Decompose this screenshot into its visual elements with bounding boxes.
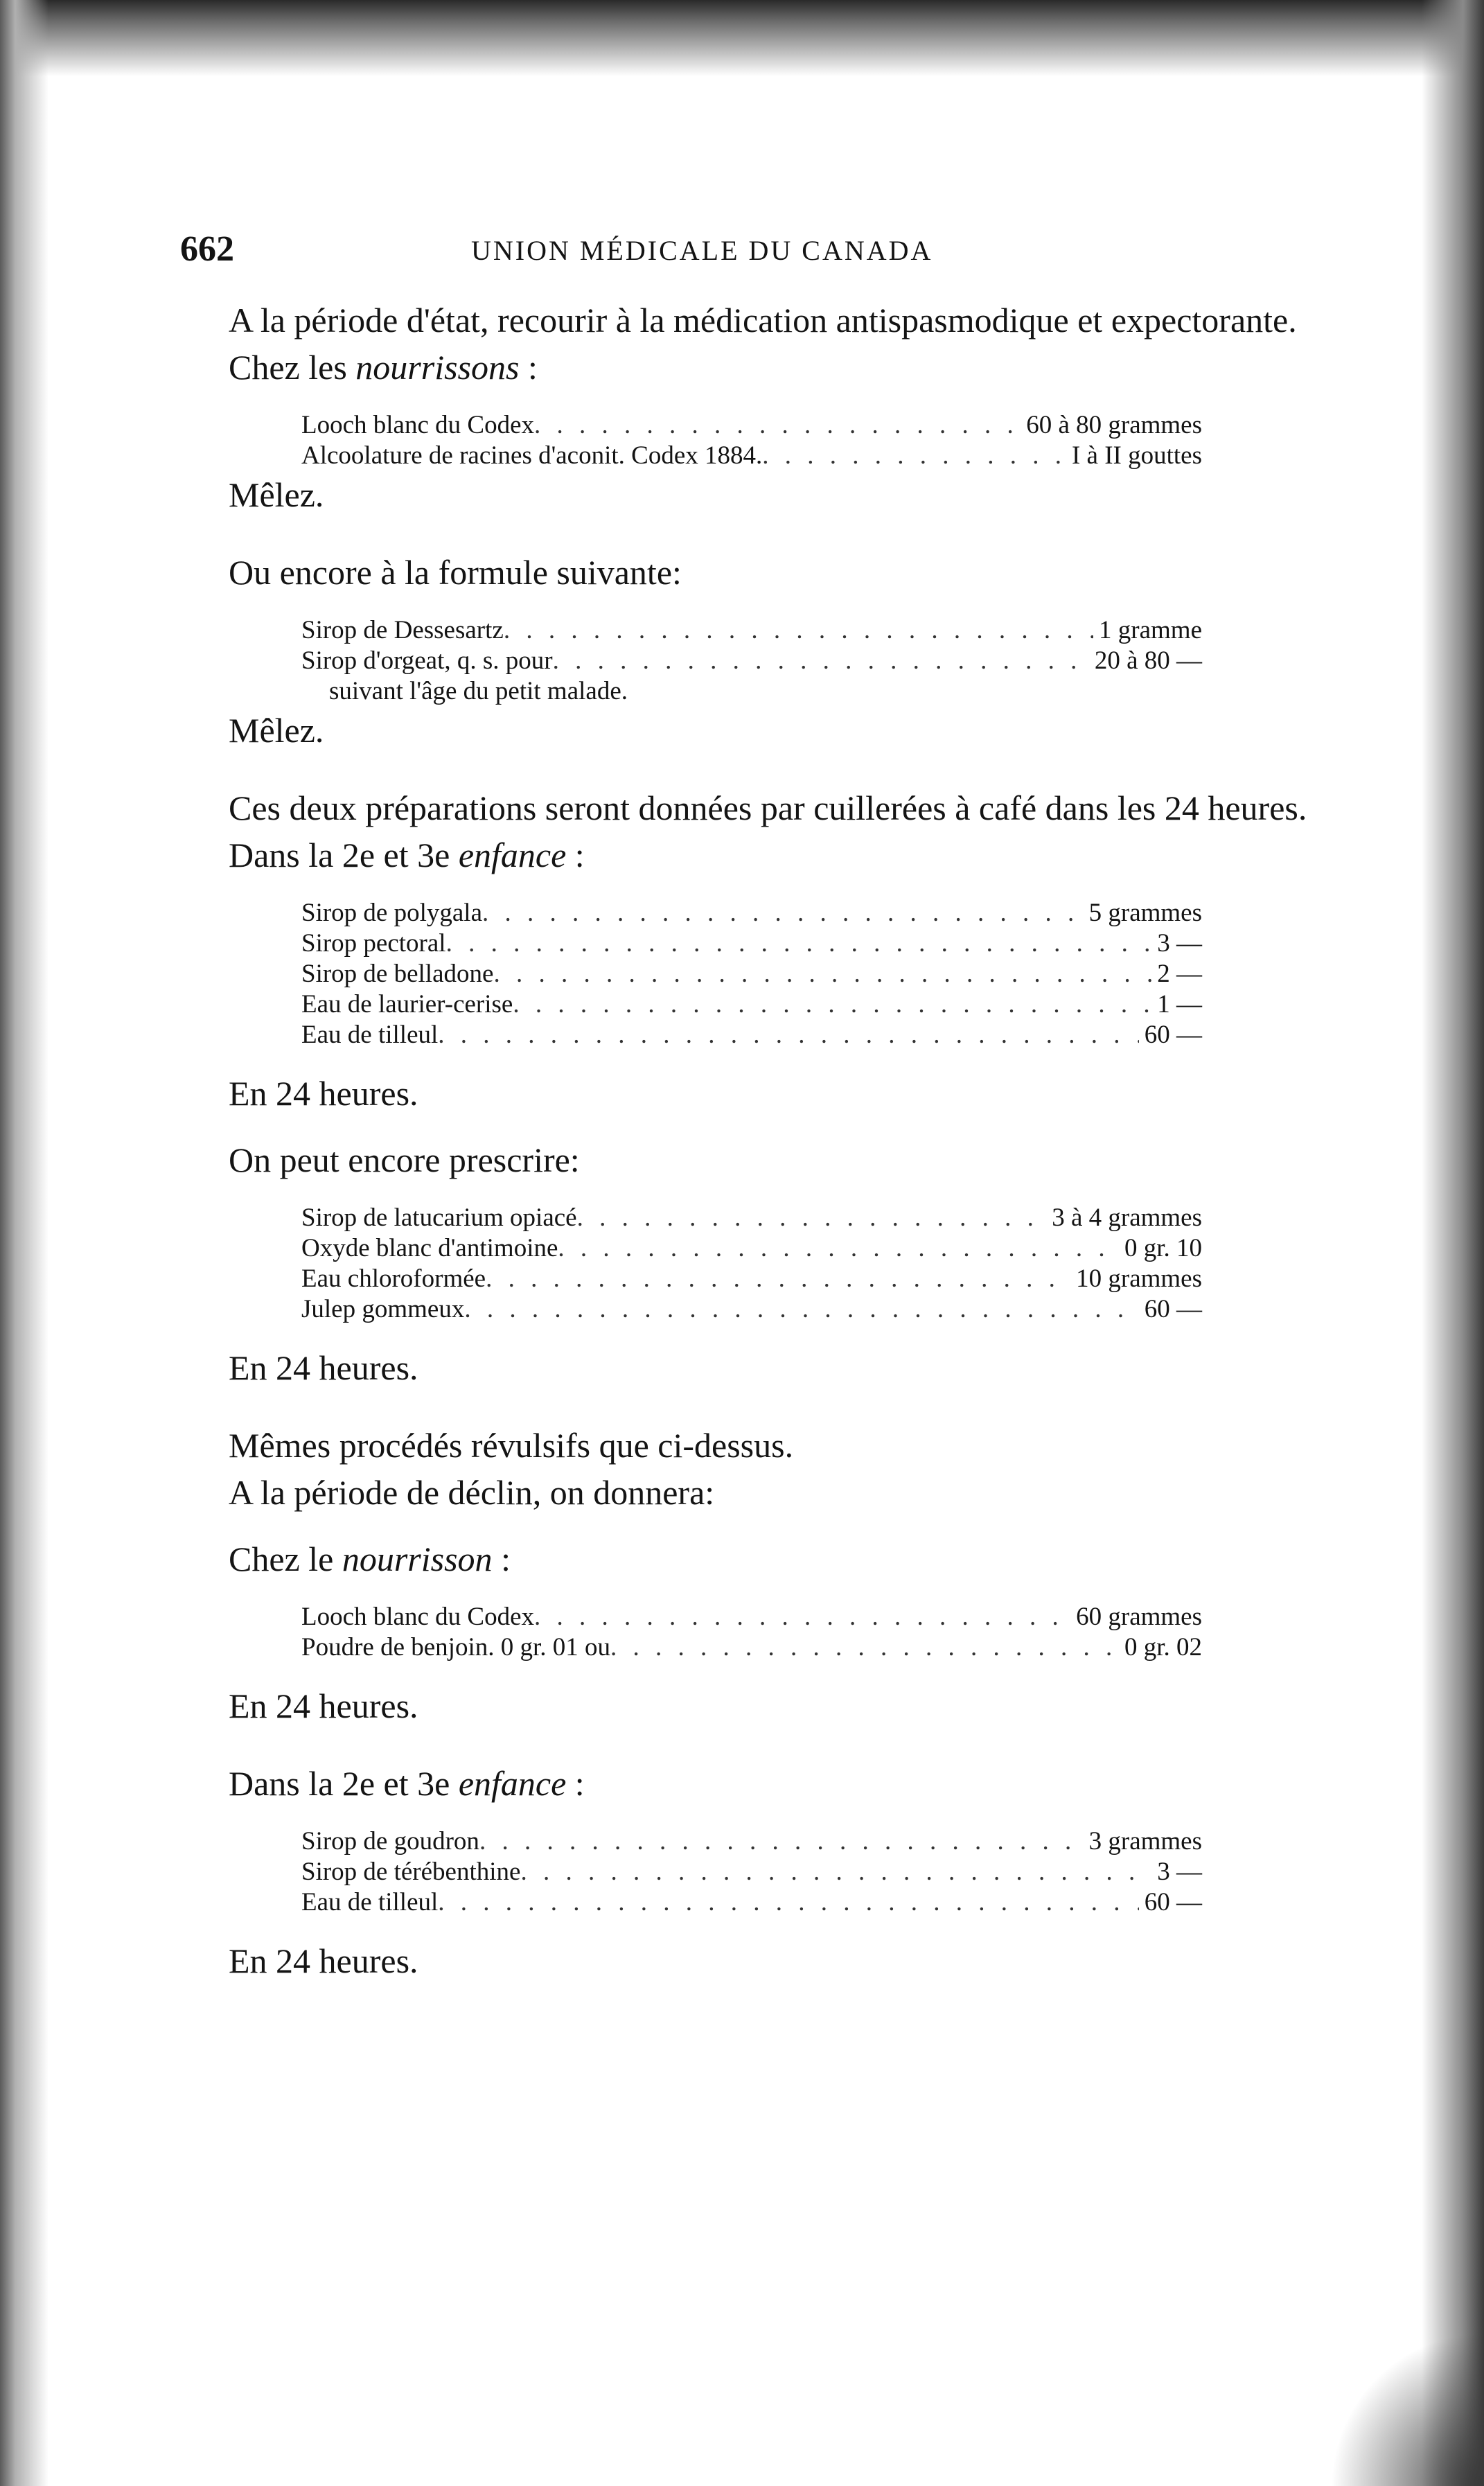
recipe-row: Eau chloroformée . . . 10 grammes (301, 1264, 1202, 1294)
enfance-heading-2: Dans la 2e et 3e enfance : (229, 1764, 585, 1803)
nourrissons-heading: Chez les nourrissons : (229, 348, 538, 387)
intro-paragraph: A la période d'état, recourir à la médication antispasmodique et expectorante. (229, 301, 1297, 340)
recipe-note: suivant l'âge du petit malade. (329, 677, 628, 705)
recipe-row: Sirop de goudron . . . 3 grammes (301, 1826, 1202, 1857)
recipe-5 (301, 1602, 1202, 1663)
recipe-6 (301, 1826, 1202, 1918)
recipe-row: Alcoolature de racines d'aconit. Codex 1884. . . . I à II gouttes (301, 441, 1202, 471)
recipe-row: Poudre de benjoin. 0 gr. 01 ou . . . 0 gr. 02 (301, 1632, 1202, 1663)
recipe-row: Sirop de belladone . . . 2 — (301, 959, 1202, 989)
recipe-row: Eau de tilleul . . . 60 — (301, 1020, 1202, 1050)
recipe-row: Sirop de latucarium opiacé . . . 3 à 4 grammes (301, 1203, 1202, 1233)
en-24-heures-3: En 24 heures. (229, 1686, 418, 1725)
periode-declin: A la période de déclin, on donnera: (229, 1473, 715, 1512)
recipe-row: Sirop de Dessesartz . . . 1 gramme (301, 615, 1202, 646)
nourrisson-heading: Chez le nourrisson : (229, 1540, 511, 1578)
recipe-row: Sirop d'orgeat, q. s. pour . . . 20 à 80 — (301, 646, 1202, 676)
recipe-row: Sirop de polygala . . . 5 grammes (301, 898, 1202, 928)
page-header (180, 222, 1316, 277)
scan-edge-right (1422, 0, 1484, 2486)
recipe-row: Looch blanc du Codex . . . 60 à 80 grammes (301, 410, 1202, 441)
melez-1: Mêlez. (229, 475, 324, 514)
melez-2: Mêlez. (229, 711, 324, 750)
recipe-row: Oxyde blanc d'antimoine . . . 0 gr. 10 (301, 1233, 1202, 1264)
recipe-row: Julep gommeux . . . 60 — (301, 1294, 1202, 1325)
recipe-row: Eau de tilleul . . . 60 — (301, 1887, 1202, 1918)
page-number: 662 (180, 229, 234, 269)
scan-edge-corner (1332, 2264, 1484, 2486)
recipe-row: Sirop de térébenthine . . . 3 — (301, 1857, 1202, 1887)
on-peut-encore: On peut encore prescrire: (229, 1140, 580, 1179)
recipe-4 (301, 1203, 1202, 1325)
enfance-heading-1: Dans la 2e et 3e enfance : (229, 836, 585, 874)
recipe-1 (301, 410, 1202, 471)
scan-edge-top (0, 0, 1484, 76)
recipe-2 (301, 615, 1202, 707)
recipe-row: Eau de laurier-cerise . . . 1 — (301, 989, 1202, 1020)
deux-preparations: Ces deux préparations seront données par cuillerées à café dans les 24 heures. (229, 788, 1307, 827)
recipe-3 (301, 898, 1202, 1050)
en-24-heures-4: En 24 heures. (229, 1941, 418, 1980)
ou-encore: Ou encore à la formule suivante: (229, 553, 682, 592)
scan-edge-left (0, 0, 48, 2486)
running-head: UNION MÉDICALE DU CANADA (471, 235, 933, 266)
recipe-row: Looch blanc du Codex . . . 60 grammes (301, 1602, 1202, 1632)
memes-procedes: Mêmes procédés révulsifs que ci-dessus. (229, 1426, 794, 1465)
recipe-row: Sirop pectoral . . . 3 — (301, 928, 1202, 959)
document-page (180, 222, 1316, 1984)
en-24-heures-2: En 24 heures. (229, 1348, 418, 1387)
en-24-heures-1: En 24 heures. (229, 1074, 418, 1113)
